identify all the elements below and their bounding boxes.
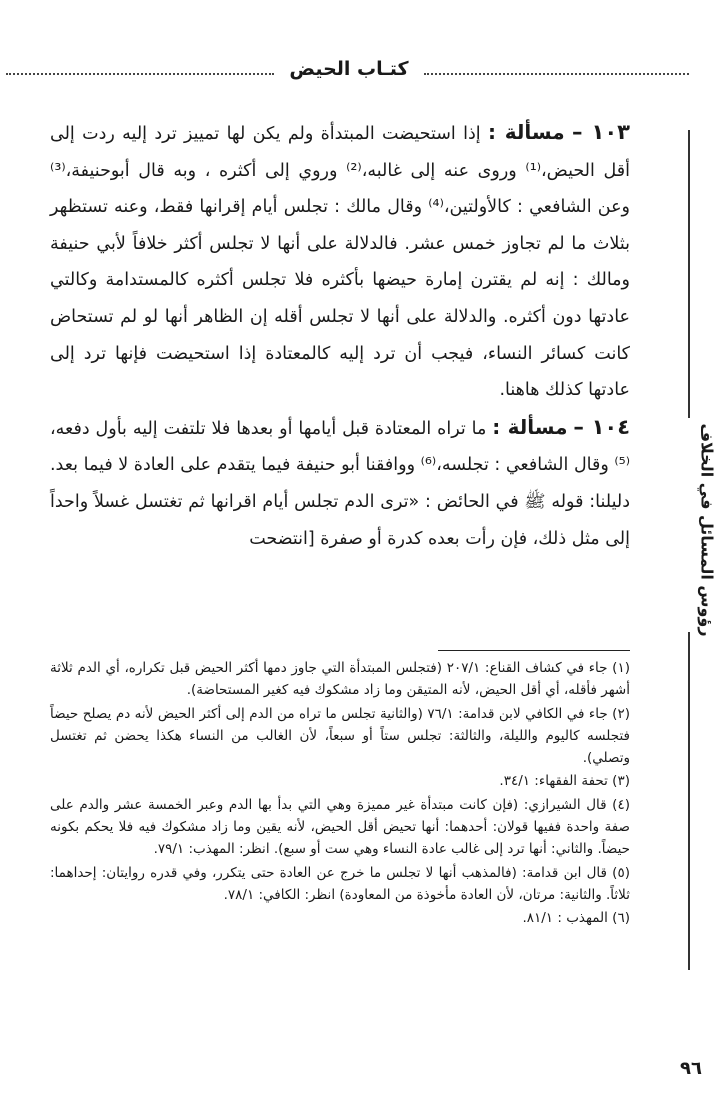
footnote-3: (٣) تحفة الفقهاء: ٣٤/١. bbox=[499, 773, 630, 790]
issue-text: إذا استحيضت المبتدأة ولم يكن لها تمييز ترد إليه ردت إلى أقل الحيض،⁽¹⁾ وروى عنه إلى غالبه،⁽²⁾ وروي إلى أكثره ، وبه قال أبوحنيفة،⁽³⁾ وعن الشافعي : كالأولتين،⁽⁴⁾ وقال مالك : تجلس أيام إقرانها فقط، وعنه تستظهر بثلاث ما لم تجاوز خمس عشر. فالدلالة على أنها لا تجلس أكثر خلافاً لأبي حنيفة ومالك : إنه لم يقترن إمارة حيضها بأكثره فلا تجلس أكثره كالمستدامة وكالتي عادتها دون أكثره. والدلالة على أنها لا تجلس أقله إن الظاهر أنها لو لم تستحاض كانت كسائر النساء، فيجب أن ترد إليه كالمعتادة إذا استحيضت فإنها ترد إلى عادتها كذلك هاهنا. bbox=[50, 124, 631, 401]
footnotes bbox=[50, 657, 630, 931]
footnote-5: (٥) قال ابن قدامة: (فالمذهب أنها لا تجلس ما خرج عن العادة حتى يتكرر، وفي قدره روايتان: إحداهما: ثلاثاً. والثانية: مرتان، لأن العادة مأخوذة من المعاودة) انظر: الكافي: ٧٨/١. bbox=[50, 864, 630, 903]
issue-number: ١٠٤ – bbox=[573, 414, 631, 439]
chapter-title: كتـاب الحيض bbox=[289, 58, 409, 80]
side-rule-top bbox=[688, 130, 690, 418]
footnote-1: (١) جاء في كشاف القناع: ٢٠٧/١ (فتجلس المبتدأة التي جاوز دمها أكثر الحيض قبل تكراره، أي الدم ثلاثة أشهر فأقله، أي أقل الحيض، لأنه المتيقن وما زاد مشكوك فيه كغير المستحاضة). bbox=[50, 660, 630, 699]
side-rule-bottom bbox=[688, 632, 690, 970]
main-text bbox=[50, 114, 630, 557]
book-side-title-text: رؤوس المسائل في الخلاف bbox=[697, 423, 717, 637]
footnote-separator bbox=[438, 650, 630, 651]
issue-paragraph-103 bbox=[50, 114, 630, 409]
footnote-4: (٤) قال الشيرازي: (فإن كانت مبتدأة غير مميزة وهي التي بدأ بها الدم وعبر الخمسة عشر والدم على صفة واحدة ففيها قولان: أحدهما: أنها تحيض أقل الحيض، لأنه يقين وما زاد مشكوك فيه فلا يحكم بكونه حيضاً. والثاني: أنها ترد إلى غالب عادة النساء وهي ست أو سبع). انظر: المهذب: ٧٩/١. bbox=[50, 796, 630, 858]
book-side-title bbox=[695, 423, 719, 637]
footnote-6: (٦) المهذب : ٨١/١. bbox=[522, 910, 630, 927]
footnote-2: (٢) جاء في الكافي لابن قدامة: ٧٦/١ (والثانية تجلس ما تراه من الدم إلى أكثر الحيض لأنه دم يصلح حيضاً فتجلسه كاليوم والليلة، والثالثة: تجلس ستاً أو سبعاً، لأن الغالب من النساء هكذا يحضن ثم تغتسل وتصلي). bbox=[50, 705, 630, 767]
issue-keyword: مسألة : bbox=[487, 120, 565, 144]
issue-text: ما تراه المعتادة قبل أيامها أو بعدها فلا تلتفت إليه بأول دفعه،⁽⁵⁾ وقال الشافعي : تجلسه،⁽⁶⁾ ووافقنا أبو حنيفة فيما يتقدم على العادة لا فيما بعد. دليلنا: قوله ﷺ في الحائض : «ترى الدم تجلس أيام اقرانها ثم تغتسل غسلاً واحداً إلى مثل ذلك، فإن رأت بعده كدرة أو صفرة [انتضحت bbox=[49, 418, 630, 549]
header-rule-left bbox=[6, 73, 274, 75]
issue-keyword: مسألة : bbox=[492, 414, 568, 439]
issue-paragraph-104 bbox=[50, 409, 630, 557]
issue-number: ١٠٣ – bbox=[571, 120, 630, 144]
page-number: ٩٦ bbox=[680, 1058, 702, 1079]
header-rule-right bbox=[424, 73, 689, 75]
